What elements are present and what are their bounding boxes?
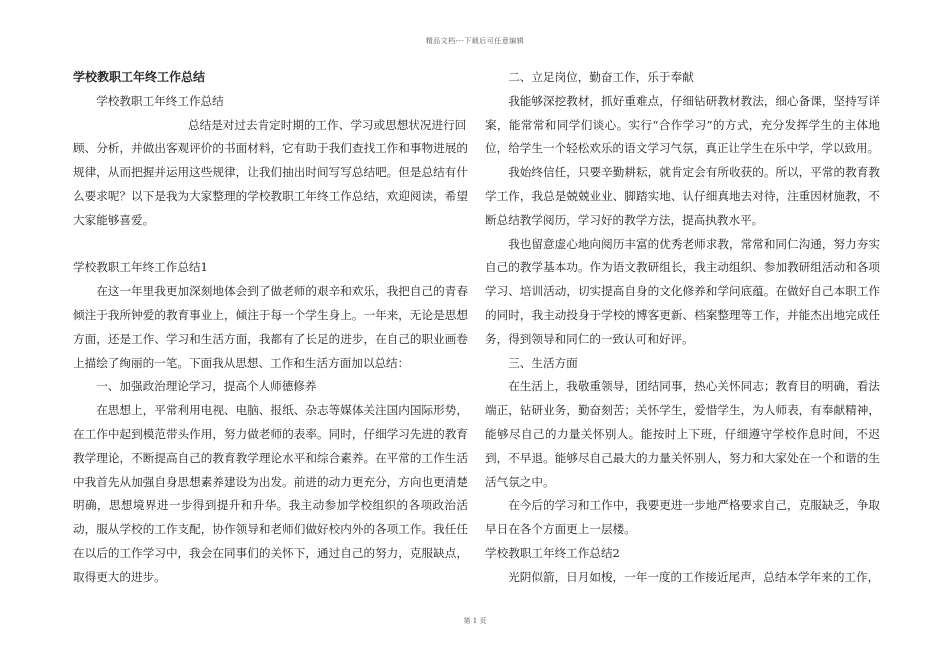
paragraph-1: 在这一年里我更加深刻地体会到了做老师的艰辛和欢乐，我把自己的青春倾注于我所钟爱的教育事业上，倾注于每一个学生身上。一年来，无论是思想方面，还是工作、学习和生活方面，我都有了长足的进步，在自己的职业画卷上描绘了绚丽的一笔。下面我从思想、工作和生活方面加以总结： — [73, 284, 468, 370]
intro-first-line: 总结是对过去肯定时期的工作、学习或思想状况进行回 — [188, 117, 467, 132]
spacer — [73, 233, 468, 257]
section-1-title: 学校教职工年终工作总结1 — [73, 260, 208, 275]
page-header: 精品文档---下载后可任意编辑 — [425, 37, 525, 45]
page-footer: 第 1 页 — [463, 617, 487, 625]
paragraph-5: 我也留意虚心地向阅历丰富的优秀老师求教，常常和同仁沟通，努力夯实自己的教学基本功。作为语文教研组长，我主动组织、参加教研组活动和各项学习、培训活动，切实提高自身的文化修养和学问底蕴。在做好自己本职工作的同时，我主动投身于学校的博客更新、档案整理等工作，并能杰出地完成任务，得到领导和同仁的一致认可和好评。 — [485, 236, 880, 346]
section-2-title: 学校教职工年终工作总结2 — [485, 545, 620, 560]
document-subtitle: 学校教职工年终工作总结 — [96, 93, 224, 108]
paragraph-2: 在思想上，平常利用电视、电脑、报纸、杂志等媒体关注国内国际形势，在工作中起到模范带头作用，努力做老师的表率。同时，仔细学习先进的教育教学理论，不断提高自己的教育教学理论水平和综合素养。在平常的工作生活中我首先从加强自身思想素养建设为出发。前进的动力更充分，方向也更清楚明确，思想境界进一步得到提升和升华。我主动参加学校组织的各项政治活动，服从学校的工作支配，协作领导和老师们做好校内外的各项工作。我任任在以后的工作学习中，我会在同事们的关怀下，通过自己的努力，克服缺点，取得更大的进步。 — [73, 403, 468, 584]
heading-2: 二、立足岗位，勤奋工作，乐于奉献 — [508, 70, 694, 84]
paragraph-6: 在生活上，我敬重领导，团结同事，热心关怀同志；教育目的明确，看法端正，钻研业务，勤奋刻苦；关怀学生，爱惜学生，为人师表，有奉献精神，能够尽自己的力量关怀别人。能按时上下班，仔细遵守学校作息时间，不迟到，不早退。能够尽自己最大的力量关怀别人，努力和大家处在一个和谐的生活气氛之中。 — [485, 379, 880, 489]
paragraph-8: 光阴似箭，日月如梭，一年一度的工作接近尾声，总结本学年来的工作， — [508, 569, 880, 584]
intro-paragraph: 顾、分析，并做出客观评价的书面材料，它有助于我们查找工作和事物进展的规律，从而把握并运用这些规律，让我们抽出时间写写总结吧。但是总结有什么要求呢？以下是我为大家整理的学校教职工年终工作总结，欢迎阅读，希望大家能够喜爱。 — [73, 141, 468, 227]
right-column — [485, 66, 880, 590]
document-title: 学校教职工年终工作总结 — [73, 70, 206, 84]
paragraph-7: 在今后的学习和工作中，我要更进一步地严格要求自己，克服缺乏，争取早日在各个方面更上一层楼。 — [485, 498, 880, 537]
left-column — [73, 66, 468, 590]
paragraph-3: 我能够深挖教材，抓好重难点，仔细钻研教材教法，细心备课，坚持写详案，能常常和同学们谈心。实行“合作学习”的方式，充分发挥学生的主体地位，给学生一个轻松欢乐的语文学习气氛，真正让学生在乐中学，学以致用。 — [485, 93, 880, 156]
heading-1: 一、加强政治理论学习，提高个人师德修养 — [96, 379, 317, 394]
heading-3: 三、生活方面 — [508, 355, 578, 370]
paragraph-4: 我始终信任，只要辛勤耕耘，就肯定会有所收获的。所以，平常的教育教学工作，我总是兢兢业业、脚踏实地、认仔细真地去对待，注重因材施教，不断总结教学阅历，学习好的教学方法，提高执教水平。 — [485, 165, 880, 227]
